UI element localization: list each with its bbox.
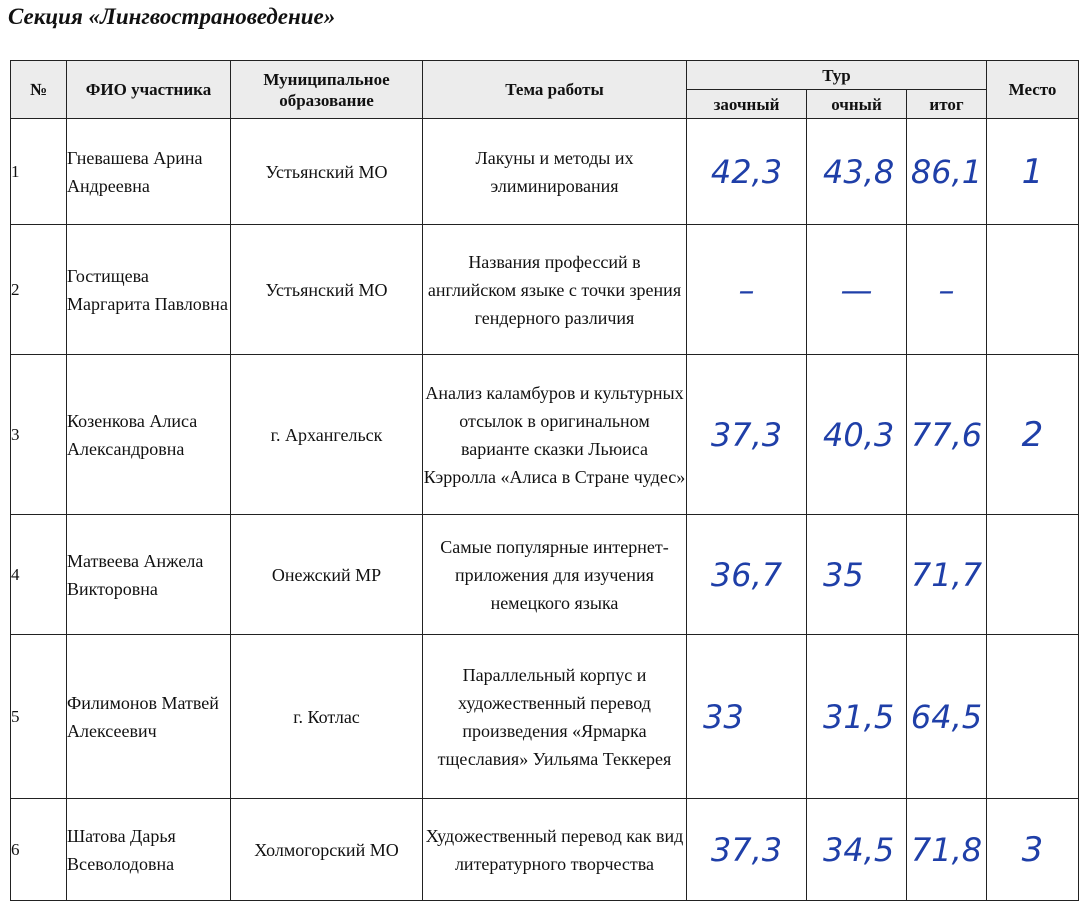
row-num: 4: [11, 515, 67, 635]
topic-cell: Названия профессий в английском языке с точки зрения гендерного различия: [423, 225, 687, 355]
participant-name: Козенкова Алиса Александровна: [67, 355, 231, 515]
participant-name: Шатова Дарья Всеволодовна: [67, 799, 231, 901]
score-itog: 86,1: [907, 119, 987, 225]
municipality-cell: г. Архангельск: [231, 355, 423, 515]
header-municipality: Муниципальное образование: [231, 61, 423, 119]
header-place: Место: [987, 61, 1079, 119]
municipality-cell: Устьянский МО: [231, 119, 423, 225]
table-row: [11, 119, 1079, 225]
table-row: [11, 799, 1079, 901]
row-num: 6: [11, 799, 67, 901]
row-num: 5: [11, 635, 67, 799]
score-zaochny: 37,3: [687, 355, 807, 515]
table-row: [11, 225, 1079, 355]
participant-name: Гостищева Маргарита Павловна: [67, 225, 231, 355]
place-cell: [987, 515, 1079, 635]
row-num: 3: [11, 355, 67, 515]
table-row: [11, 515, 1079, 635]
header-zaochny: заочный: [687, 90, 807, 119]
header-tour: Тур: [687, 61, 987, 90]
row-num: 2: [11, 225, 67, 355]
topic-cell: Анализ каламбуров и культурных отсылок в оригинальном варианте сказки Льюиса Кэрролла «Алиса в Стране чудес»: [423, 355, 687, 515]
score-itog: 71,8: [907, 799, 987, 901]
participant-name: Гневашева Арина Андреевна: [67, 119, 231, 225]
header-fio: ФИО участника: [67, 61, 231, 119]
table-row: [11, 355, 1079, 515]
score-itog: 64,5: [907, 635, 987, 799]
participant-name: Филимонов Матвей Алексеевич: [67, 635, 231, 799]
score-ochny: 34,5: [807, 799, 907, 901]
topic-cell: Параллельный корпус и художественный перевод произведения «Ярмарка тщеславия» Уильяма Теккерея: [423, 635, 687, 799]
place-cell: 3: [987, 799, 1079, 901]
score-ochny: 31,5: [807, 635, 907, 799]
score-itog: 77,6: [907, 355, 987, 515]
results-table: [10, 60, 1079, 901]
score-ochny: —: [807, 225, 907, 355]
score-itog: 71,7: [907, 515, 987, 635]
place-cell: [987, 225, 1079, 355]
header-ochny: очный: [807, 90, 907, 119]
header-num: №: [11, 61, 67, 119]
topic-cell: Художественный перевод как вид литературного творчества: [423, 799, 687, 901]
header-itog: итог: [907, 90, 987, 119]
row-num: 1: [11, 119, 67, 225]
place-cell: [987, 635, 1079, 799]
score-zaochny: –: [687, 225, 807, 355]
score-zaochny: 37,3: [687, 799, 807, 901]
place-cell: 1: [987, 119, 1079, 225]
score-ochny: 40,3: [807, 355, 907, 515]
section-title: Секция «Лингвострановедение»: [8, 4, 336, 29]
municipality-cell: Холмогорский МО: [231, 799, 423, 901]
score-itog: –: [907, 225, 987, 355]
participant-name: Матвеева Анжела Викторовна: [67, 515, 231, 635]
score-zaochny: 33: [687, 635, 807, 799]
place-cell: 2: [987, 355, 1079, 515]
score-zaochny: 36,7: [687, 515, 807, 635]
score-ochny: 35: [807, 515, 907, 635]
table-row: [11, 635, 1079, 799]
header-topic: Тема работы: [423, 61, 687, 119]
municipality-cell: Онежский МР: [231, 515, 423, 635]
topic-cell: Самые популярные интернет-приложения для изучения немецкого языка: [423, 515, 687, 635]
topic-cell: Лакуны и методы их элиминирования: [423, 119, 687, 225]
municipality-cell: Устьянский МО: [231, 225, 423, 355]
score-zaochny: 42,3: [687, 119, 807, 225]
score-ochny: 43,8: [807, 119, 907, 225]
municipality-cell: г. Котлас: [231, 635, 423, 799]
